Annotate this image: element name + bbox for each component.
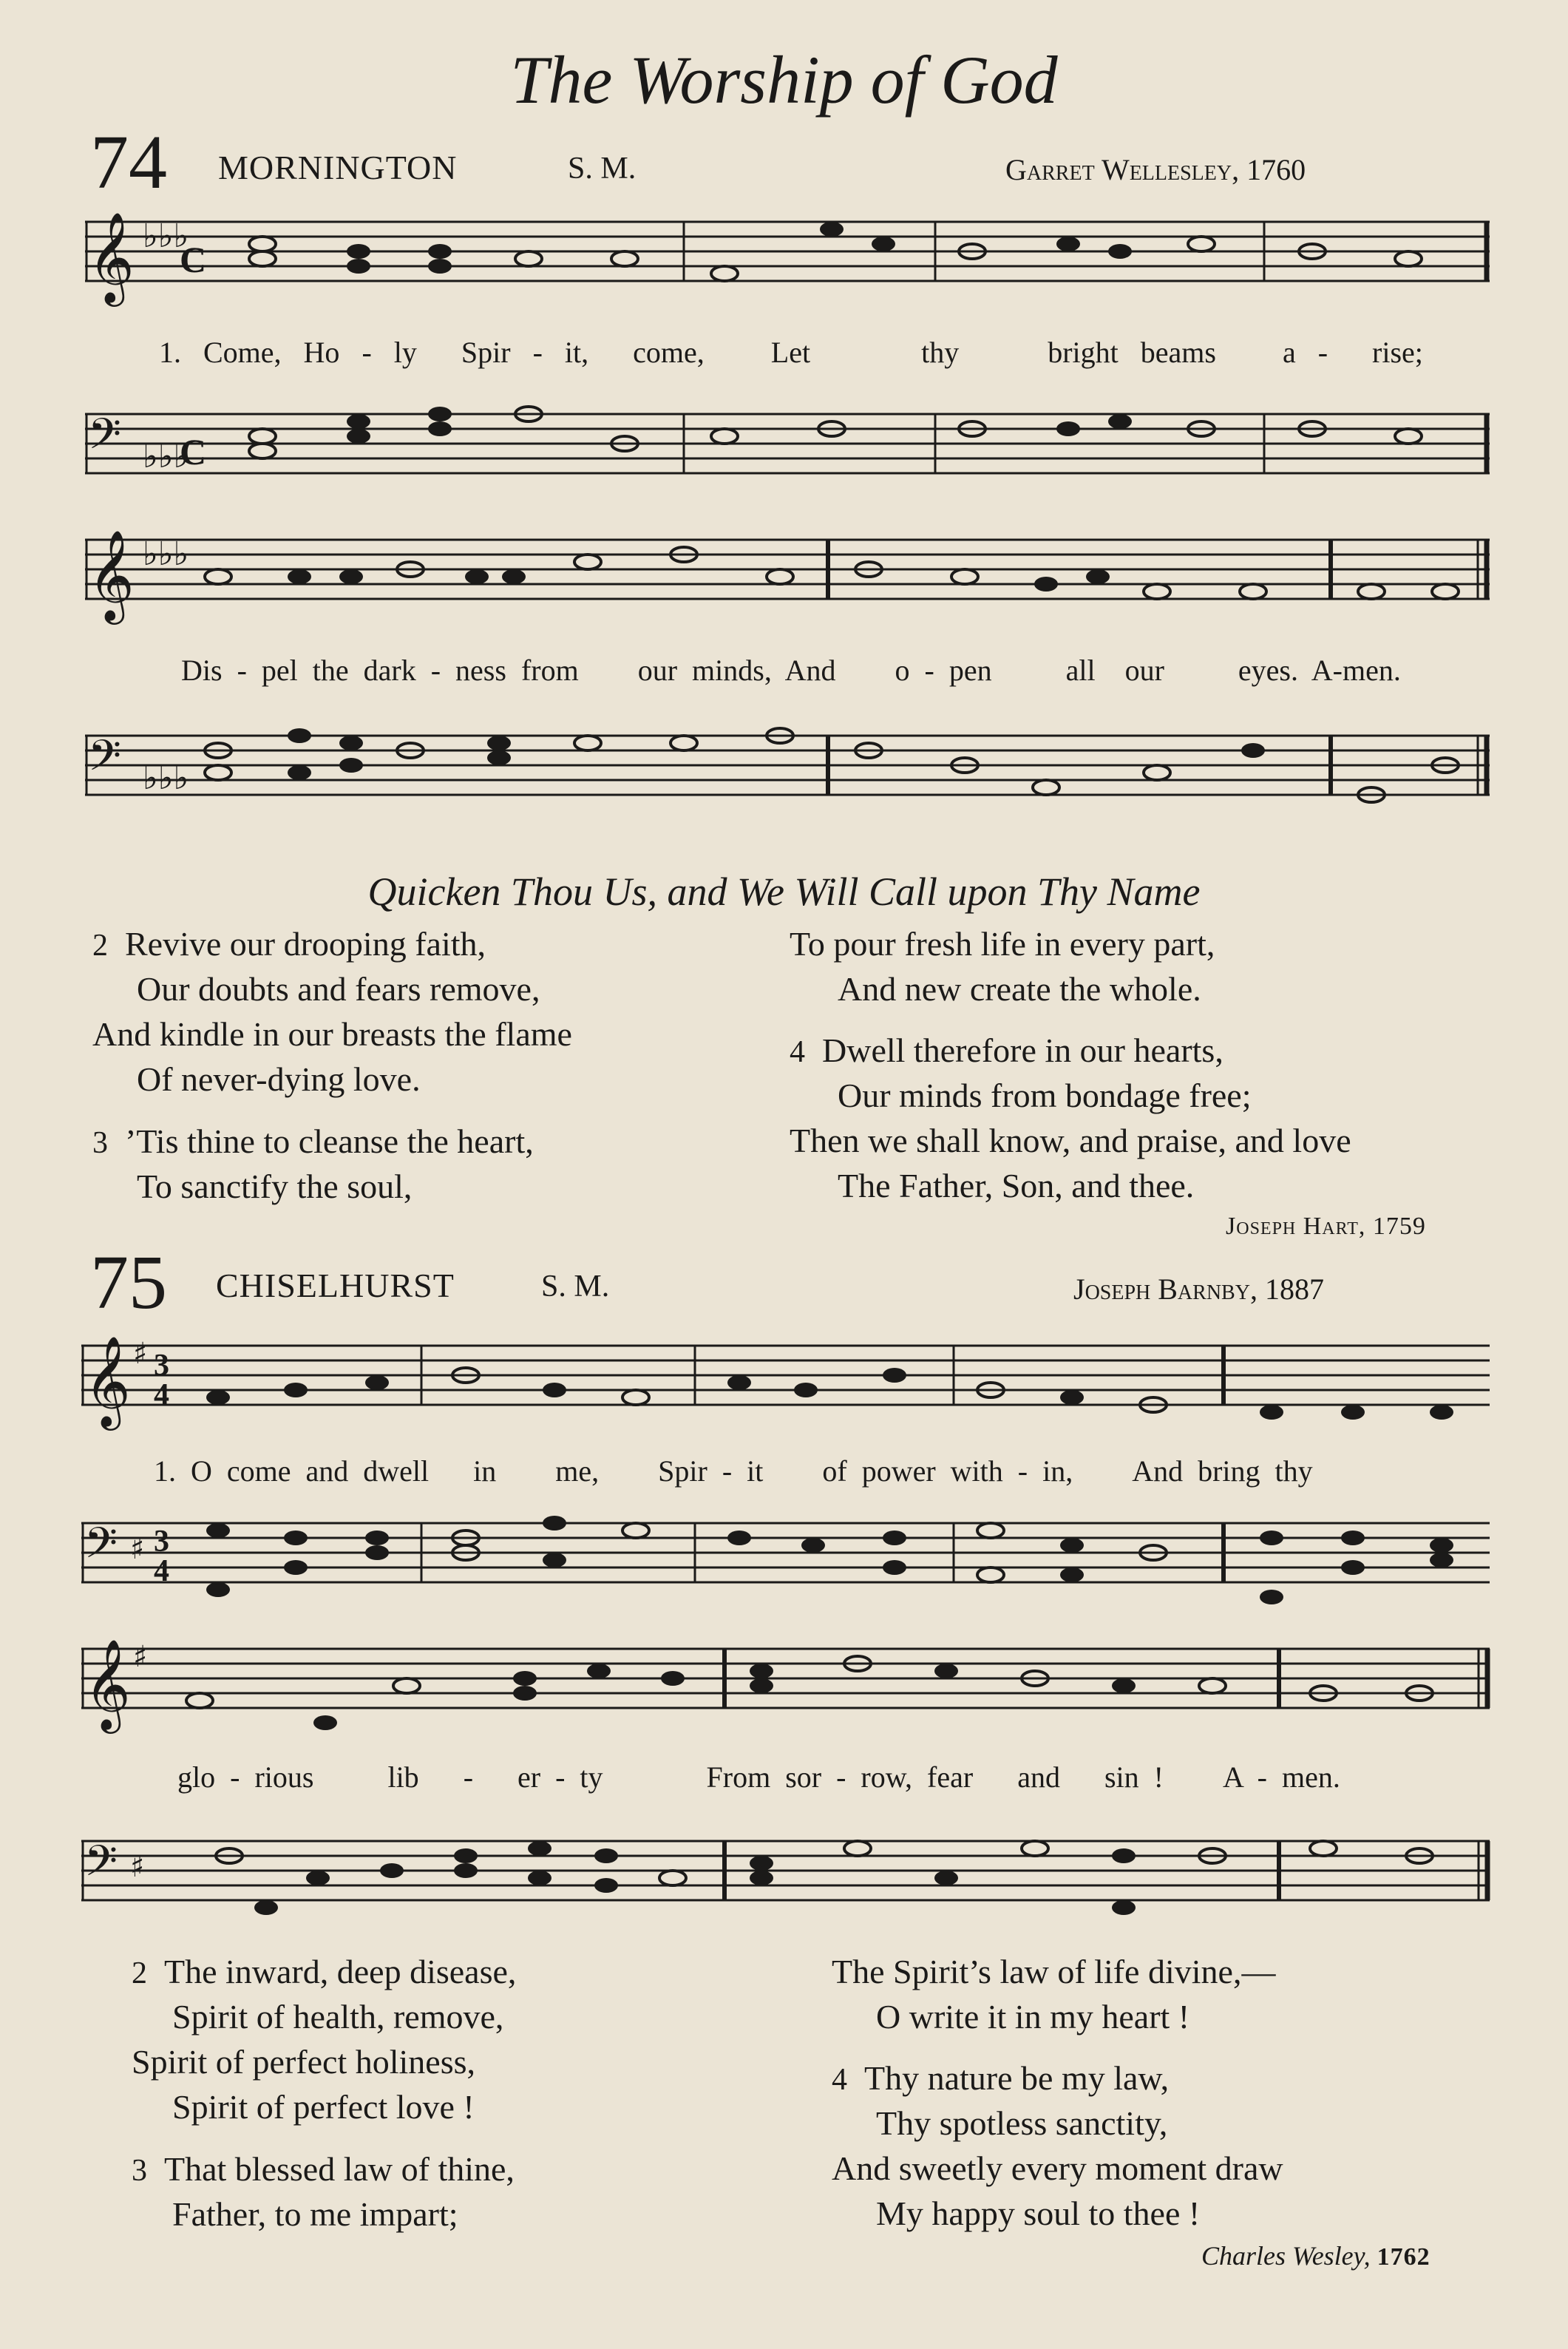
verse-4-number: 4: [832, 2063, 847, 2097]
svg-text:𝄞: 𝄞: [84, 1638, 131, 1729]
svg-text:♭♭♭: ♭♭♭: [143, 438, 189, 475]
hymn-74-system-2-treble-staff: [85, 529, 1490, 628]
verse-3-number: 3: [92, 1126, 108, 1160]
hymn-75-system-1-treble-staff: [81, 1335, 1490, 1434]
svg-text:♯: ♯: [130, 1850, 145, 1884]
hymn-75-meter: S. M.: [541, 1270, 610, 1304]
hymn-75-system-2-treble-staff: [81, 1638, 1490, 1738]
verse-2-number: 2: [132, 1956, 147, 1990]
verse-4-number: 4: [790, 1035, 805, 1069]
svg-text:♭♭♭: ♭♭♭: [143, 759, 189, 797]
verse-2-number: 2: [92, 929, 108, 963]
hymn-75-number: 75: [90, 1240, 167, 1325]
hymn-74-lyrics-line-1: 1. Come, Ho - ly Spir - it, come, Let thy bright beams a - rise;: [159, 336, 1423, 369]
hymn-75-tune-name: CHISELHURST: [216, 1267, 455, 1304]
hymn-75-lyrics-line-2: glo - rious lib - er - ty From sor - row, fear and sin ! A - men.: [177, 1760, 1340, 1794]
svg-text:C: C: [180, 431, 207, 472]
svg-text:♭♭♭: ♭♭♭: [143, 217, 189, 255]
svg-text:♯: ♯: [133, 1337, 148, 1371]
hymn-75-verses-right: The Spirit’s law of life divine,— O write it in my heart ! 4 Thy nature be my law, Thy spotless sanctity, And sweetly every moment draw My happy soul to thee !: [832, 1953, 1283, 2232]
hymn-74-author: Joseph Hart, 1759: [1226, 1213, 1426, 1240]
svg-text:♭♭♭: ♭♭♭: [143, 535, 189, 573]
hymn-74-verses-left: 2 Revive our drooping faith, Our doubts and fears remove, And kindle in our breasts the flame Of never-dying love. 3 ’Tis thine to cleanse the heart, To sanctify the soul,: [92, 925, 572, 1205]
svg-text:𝄞: 𝄞: [84, 1335, 131, 1426]
svg-text:4: 4: [154, 1554, 169, 1588]
svg-text:𝄢: 𝄢: [84, 1836, 118, 1897]
svg-text:♯: ♯: [133, 1640, 148, 1674]
hymn-74-subheading: Quicken Thou Us, and We Will Call upon Thy Name: [367, 870, 1201, 914]
hymn-74-meter: S. M.: [568, 152, 637, 186]
hymn-75-composer: Joseph Barnby, 1887: [1073, 1272, 1324, 1306]
hymn-74-tune-name: MORNINGTON: [218, 149, 458, 186]
svg-text:3: 3: [154, 1525, 169, 1559]
hymn-74-composer: Garret Wellesley, 1760: [1005, 153, 1306, 186]
hymn-74-system-1-bass-staff: [85, 399, 1490, 495]
svg-text:𝄢: 𝄢: [88, 731, 122, 791]
svg-text:3: 3: [154, 1349, 169, 1383]
svg-text:C: C: [180, 239, 207, 280]
svg-text:♯: ♯: [130, 1532, 145, 1566]
hymn-75-system-2-bass-staff: [81, 1826, 1490, 1930]
page-title: The Worship of God: [510, 42, 1058, 118]
hymn-74-verses-right: To pour fresh life in every part, And new create the whole. 4 Dwell therefore in our hearts, Our minds from bondage free; Then we shall know, and praise, and love The Father, Son, and thee.: [790, 925, 1351, 1204]
hymn-75-verses-left: 2 The inward, deep disease, Spirit of health, remove, Spirit of perfect holiness, Spirit of perfect love ! 3 That blessed law of thine, Father, to me impart;: [132, 1953, 517, 2233]
verse-3-number: 3: [132, 2154, 147, 2188]
hymn-74-number: 74: [90, 120, 167, 205]
svg-text:𝄢: 𝄢: [84, 1518, 118, 1579]
hymn-75-author: Charles Wesley, 1762: [1201, 2241, 1430, 2271]
hymn-75-lyrics-line-1: 1. O come and dwell in me, Spir - it of power with - in, And bring thy: [154, 1454, 1313, 1488]
hymn-74-system-2-bass-staff: [85, 721, 1490, 824]
hymn-74-system-1-treble-staff: [85, 211, 1490, 311]
svg-text:4: 4: [154, 1378, 169, 1412]
svg-text:𝄞: 𝄞: [88, 211, 135, 302]
hymn-74-lyrics-line-2: Dis - pel the dark - ness from our minds, And o - pen all our eyes. A-men.: [181, 654, 1401, 687]
svg-text:𝄢: 𝄢: [88, 409, 122, 470]
svg-text:𝄞: 𝄞: [88, 529, 135, 620]
hymn-75-system-1-bass-staff: [81, 1508, 1490, 1612]
